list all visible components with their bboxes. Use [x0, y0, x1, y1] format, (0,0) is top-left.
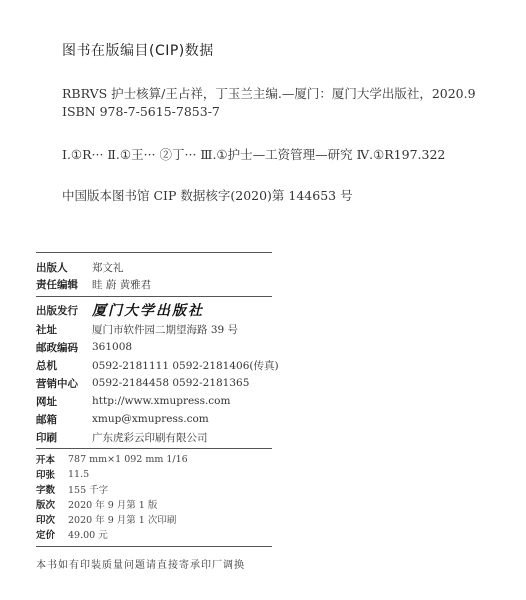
spec-label: 印张 [36, 470, 56, 481]
info-label: 邮政编码 [36, 341, 78, 354]
info-label: 网址 [36, 395, 57, 408]
info-row-switchboard [36, 356, 279, 374]
divider-lower [36, 448, 272, 449]
spec-label: 字数 [36, 485, 56, 496]
cip-isbn-line: ISBN 978-7-5615-7853-7 [62, 104, 220, 119]
info-value: 眭 蔚 黄雅君 [92, 278, 152, 291]
info-value: 0592-2184458 0592-2181365 [92, 377, 250, 389]
info-row-marketing [36, 374, 249, 392]
spec-value: 155 千字 [68, 485, 109, 496]
info-value: 361008 [92, 341, 133, 353]
info-label: 出版人 [36, 261, 68, 274]
info-label: 邮箱 [36, 413, 57, 426]
info-label: 印刷 [36, 431, 57, 444]
info-value: 广东虎彩云印刷有限公司 [92, 431, 208, 444]
divider-middle [36, 296, 272, 297]
cip-record-number-line: 中国版本图书馆 CIP 数据核字(2020)第 144653 号 [62, 188, 353, 203]
divider-top [36, 252, 272, 253]
info-label: 营销中心 [36, 377, 78, 390]
info-row-postcode [36, 338, 132, 356]
cip-heading: 图书在版编目(CIP)数据 [62, 43, 214, 59]
spec-value: 787 mm×1 092 mm 1/16 [68, 453, 188, 465]
info-value: 郑文礼 [92, 261, 124, 274]
info-label: 责任编辑 [36, 278, 78, 291]
info-label: 总机 [36, 359, 57, 372]
spec-label: 版次 [36, 500, 56, 511]
price-value: 49.00 元 [68, 530, 108, 541]
info-row-editor [36, 275, 151, 293]
email-address: xmup@xmupress.com [92, 413, 209, 425]
spec-label: 印次 [36, 515, 56, 526]
spec-row-word-count [36, 482, 108, 496]
spec-row-price [36, 527, 108, 541]
quality-notice: 本书如有印装质量问题请直接寄承印厂调换 [36, 560, 245, 571]
info-value: 厦门市软件园二期望海路 39 号 [92, 323, 239, 336]
spec-label: 开本 [36, 455, 56, 466]
spec-row-format [36, 452, 188, 466]
website-url: http://www.xmupress.com [92, 395, 231, 407]
spec-label: 定价 [36, 530, 56, 541]
spec-value: 2020 年 9 月第 1 版 [68, 500, 158, 511]
divider-bottom [36, 546, 272, 547]
spec-value: 11.5 [68, 468, 90, 480]
spec-value: 2020 年 9 月第 1 次印刷 [68, 515, 177, 526]
info-row-email [36, 410, 209, 428]
spec-row-sheets [36, 467, 89, 481]
cip-bibliographic-line: RBRVS 护士核算/王占祥，丁玉兰主编.—厦门：厦门大学出版社，2020.9 [62, 86, 476, 101]
info-row-publisher [36, 301, 204, 319]
info-value: 0592-2181111 0592-2181406(传真) [92, 359, 279, 372]
publisher-logo-text: 厦门大学出版社 [92, 303, 204, 319]
spec-row-printing [36, 512, 176, 526]
cip-classification-line: Ⅰ.①R··· Ⅱ.①王··· ②丁··· Ⅲ.①护士—工资管理—研究 Ⅳ.①R197.322 [62, 147, 446, 162]
info-label: 社址 [36, 323, 57, 336]
spec-row-edition [36, 497, 157, 511]
info-row-website [36, 392, 230, 410]
info-row-printer [36, 428, 208, 446]
info-row-publisher-person [36, 258, 124, 276]
info-row-address [36, 320, 238, 338]
info-label: 出版发行 [36, 304, 78, 317]
